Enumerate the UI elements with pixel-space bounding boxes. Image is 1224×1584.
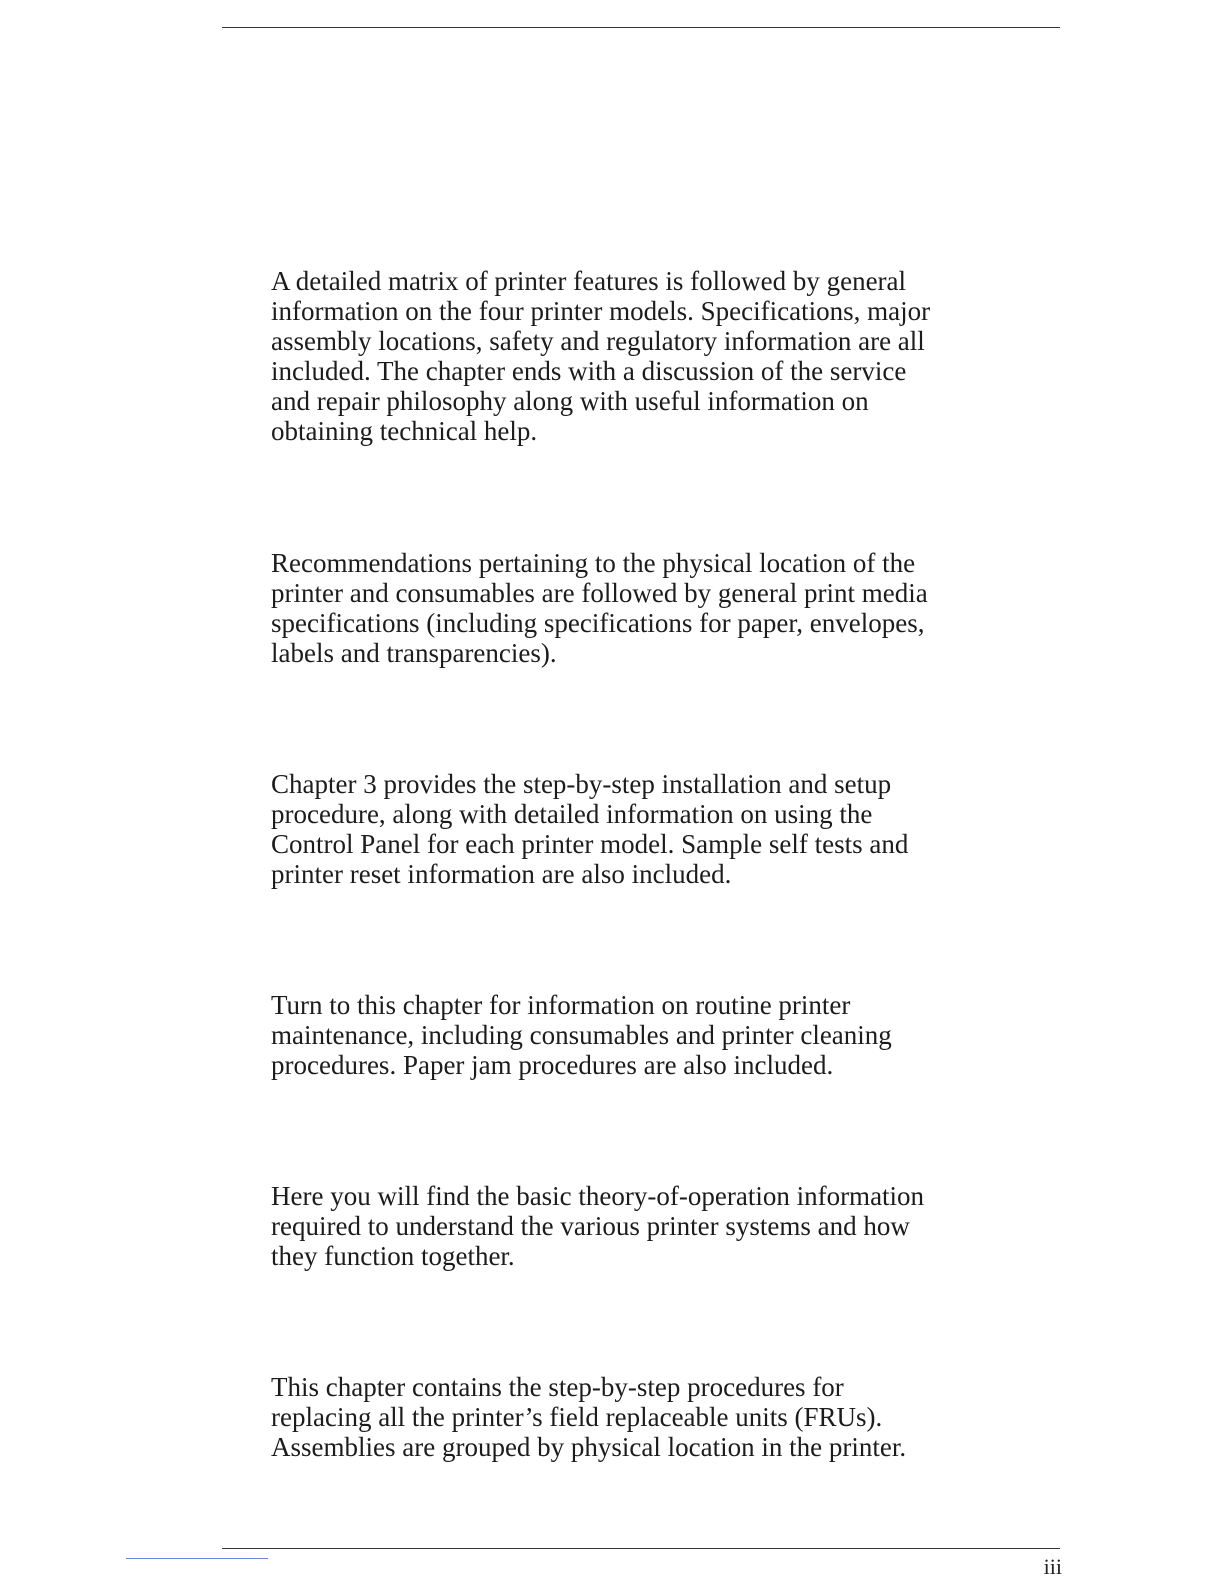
page-number: iii [1043, 1554, 1062, 1579]
chapter-6-description: This chapter contains the step-by-step procedures for replacing all the printer’s field replaceable units (FRUs). Assemblies are grouped by physical location in the printer. [271, 1372, 907, 1462]
chapter-2-description: Recommendations pertaining to the physical location of the printer and consumables are followed by general print media specifications (including specifications for paper, envelopes, labels and transparencies). [271, 548, 928, 668]
chapter-1-description: A detailed matrix of printer features is followed by general information on the four printer models. Specifications, major assembly locations, safety and regulatory information are all included. The chapter ends with a discussion of the service and repair philosophy along with useful information on obtaining technical help. [271, 266, 931, 446]
chapter-4-description: Turn to this chapter for information on routine printer maintenance, including consumables and printer cleaning procedures. Paper jam procedures are also included. [271, 990, 892, 1080]
bottom-rule [222, 1548, 1060, 1549]
bottom-left-rule [126, 1558, 268, 1559]
top-rule [222, 27, 1060, 28]
chapter-3-description: Chapter 3 provides the step-by-step installation and setup procedure, along with detailed information on using the Control Panel for each printer model. Sample self tests and printer reset information are also included. [271, 769, 909, 889]
chapter-5-description: Here you will find the basic theory-of-operation information required to understand the various printer systems and how they function together. [271, 1181, 925, 1271]
